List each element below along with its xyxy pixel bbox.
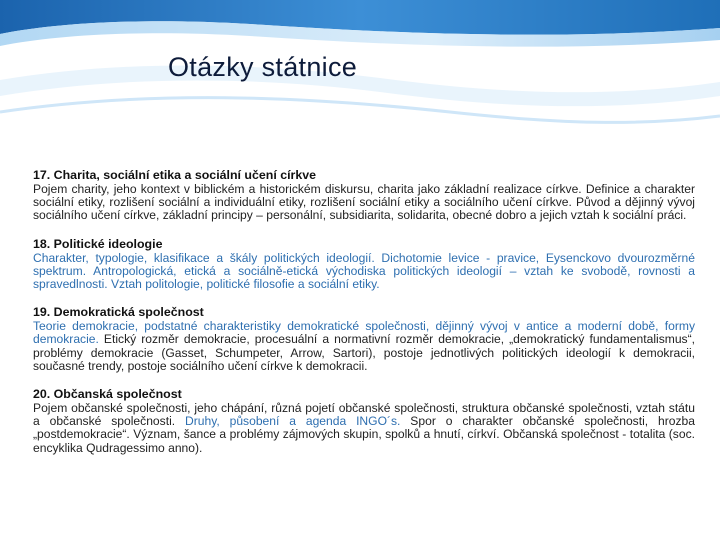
document-body <box>33 168 695 469</box>
section-body-text: Spor o charakter občanské společnosti, hrozba „postdemokracie“. Význam, šance a problémy zájmových skupin, spolků a hnutí, církví. Občanská společnost - totalita (soc. encyklika Qudragessimo anno). <box>33 414 695 455</box>
section-body-highlight: Teorie demokracie, podstatné charakteristiky demokratické společnosti, dějinný vývoj v antice a moderní době, formy demokracie. <box>33 319 695 347</box>
section-body-highlight: Druhy, působení a agenda INGO´s. <box>185 414 401 429</box>
section-17 <box>33 168 695 223</box>
section-18 <box>33 237 695 292</box>
section-heading: 20. Občanská společnost <box>33 387 182 402</box>
section-body: Pojem charity, jeho kontext v biblickém a historickém diskursu, charita jako základní realizace církve. Definice a charakter sociální etiky, rozlišení sociální a individuální etiky, rozlišení sociální etiky a sociálního učení církve. Původ a dějinný vývoj sociálního učení církve, základní principy – personální, subsidiarita, solidarita, obecné dobro a jejich vztah k sociální práci. <box>33 182 695 223</box>
section-heading: 19. Demokratická společnost <box>33 305 204 320</box>
section-heading: 17. Charita, sociální etika a sociální učení církve <box>33 168 317 182</box>
section-19 <box>33 305 695 373</box>
section-heading: 18. Politické ideologie <box>33 236 163 251</box>
section-body: Charakter, typologie, klasifikace a škály politických ideologií. Dichotomie levice - pravice, Eysenckovo dvourozměrné spektrum. Antropologická, etická a sociálně-etická východiska politických ideologií – vztah ke svobodě, rovnosti a spravedlnosti. Vztah politologie, politické filosofie a sociální etiky. <box>33 250 695 292</box>
section-body-text: Etický rozměr demokracie, procesuální a normativní rozměr demokracie, „demokratický fundamentalismus“, problémy demokracie (Gasset, Schumpeter, Arrow, Sartori), postoje jednotlivých politických ideologií k demokracii, současné trendy, postoje sociálního učení církve k demokracii. <box>33 332 695 373</box>
page-title: Otázky státnice <box>168 52 358 82</box>
header-wave-decoration <box>0 0 720 150</box>
section-20 <box>33 387 695 455</box>
section-body-text: Pojem občanské společnosti, jeho chápání, různá pojetí občanské společnosti, struktura občanské společnosti, vztah státu a občanské společnosti. <box>33 401 695 429</box>
section-body <box>33 320 695 373</box>
section-body <box>33 402 695 455</box>
